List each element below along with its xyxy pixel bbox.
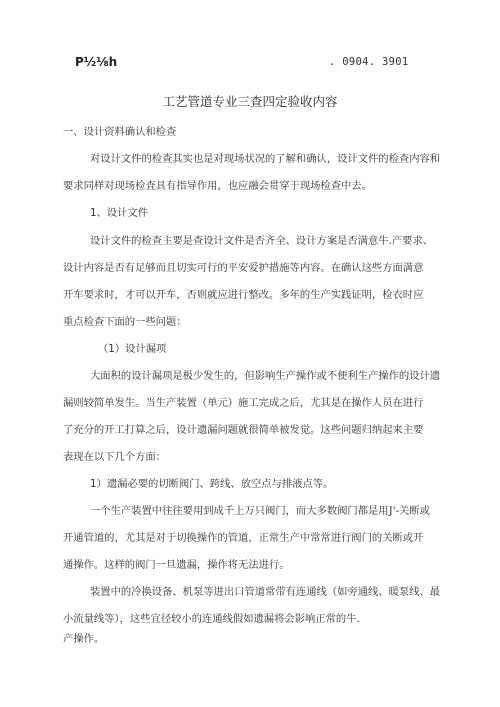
paragraph-line: 一个生产装置中往往要用到成千上万只阀门，而大多数阀门都是用J'-关断或: [90, 505, 430, 517]
header-left-code: P½⅛h: [75, 55, 118, 69]
paragraph-line: 设计内容是否有足够而且切实可行的平安爱护措施等内容。在确认这些方面满意: [63, 262, 424, 274]
paragraph-line: 开通管道的，尤其是对于切换操作的管道，正常生产中常常进行阀门的关断或开: [63, 532, 424, 544]
paragraph-line: 要求同样对现场检査具有指导作用，也应融会贯穿于现场检查中去。: [63, 180, 372, 192]
paragraph-line: 设计文件的检查主要是查设计文件是否齐全、设计方案是否满意牛.产要求、: [90, 235, 434, 247]
section-heading: 一、设计资料确认和检查: [63, 126, 177, 138]
paragraph-line: 了充分的开工打算之后，设计遗漏问题就很简单被发觉。这些问题归纳起来主要: [63, 424, 424, 436]
item-heading: （1）设计漏项: [98, 343, 167, 355]
paragraph-line: 开车要求时，才可以开车，否则就应进行整改。多年的生产实践证明，检衣时应: [63, 289, 424, 301]
paragraph-line: 小流量线等），这些宜径较小的连通线假如遗漏将会影响正常的牛.: [63, 613, 360, 625]
subsection-heading: 1、设计文件: [90, 207, 149, 219]
paragraph-line: 大面积的设计漏项是极少发生的，但影响生产操作或不便利生产操作的设计遗: [90, 370, 441, 382]
header-right-code: . 0904. 3901: [329, 56, 409, 68]
paragraph-line: 通操作。这样的阀门一旦遗漏，操作将无法进行。: [63, 559, 290, 571]
paragraph-line: 对设计文件的检查其实也是对现场状况的了解和确认，设计文件的检查内容和: [90, 153, 441, 165]
document-title: 工艺管道专业三查四定验收内容: [162, 94, 338, 109]
paragraph-line: 漏则较简单发生。当生产装置（单元）施工完成之后，尤其是在操作人员在进行: [63, 397, 424, 409]
paragraph-line: 表现在以下几个方面：: [63, 451, 166, 463]
paragraph-line: 重点检查下面的一些问题：: [63, 316, 187, 328]
list-item-heading: 1）遗漏必要的切断阀门、跨线、放空点与排液点等。: [90, 478, 334, 490]
paragraph-line: 装置中的冷换设备、机泵等进出口管道常带有连通线（如旁通线、暖泵线、最: [90, 586, 441, 598]
paragraph-line: 产操作。: [63, 633, 105, 645]
